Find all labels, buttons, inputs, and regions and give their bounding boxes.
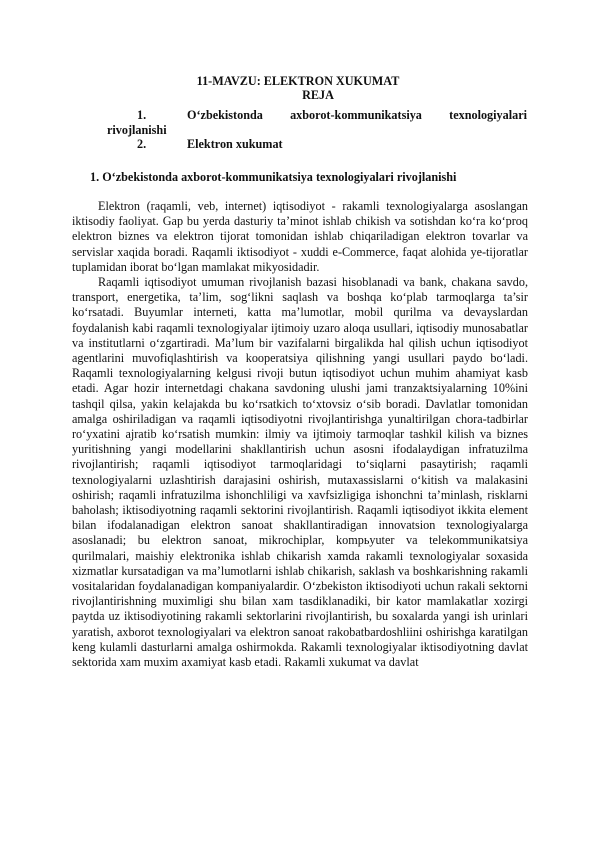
plan-item-number: 2.: [137, 137, 147, 151]
plan-item-text: Elektron xukumat: [187, 137, 283, 151]
plan-item: [107, 137, 527, 152]
section-heading: 1. O‘zbekistonda axborot-kommunikatsiya texnologiyalari rivojlanishi: [90, 170, 457, 184]
paragraph: Elektron (raqamli, veb, internet) iqtisodiyot - rakamli texnologiyalarga asoslangan iktisodiy faoliyat. Gap bu yerda dasturiy ta’minot ishlab chikish va sotishdan ko‘ra ko‘proq elektron biznes va elektron tijorat tomonidan ishlab chiqariladigan elektron tovarlar va servislar xaqida boradi. Raqamli iktisodiyot - xuddi e-Commerce, faqat alohida ye-tijoratlar tuplamidan iborat bo‘lgan mamlakat mikyosidadir.: [72, 199, 528, 274]
plan-heading: REJA: [302, 88, 334, 102]
body-text: [72, 199, 528, 670]
plan-item-continuation: rivojlanishi: [107, 123, 167, 137]
plan-item-line: [107, 108, 527, 123]
plan-item-number: 1.: [137, 108, 147, 122]
page-title: 11-MAVZU: ELEKTRON XUKUMAT: [196, 74, 400, 88]
plan-item-text: O‘zbekistonda axborot-kommunikatsiya texnologiyalari: [187, 108, 527, 122]
paragraph: Raqamli iqtisodiyot umuman rivojlanish bazasi hisoblanadi va bank, chakana savdo, transport, energetika, ta’lim, sog‘likni saqlash va boshqa ko‘plab tarmoqlarga ta’sir ko‘rsatadi. Buyumlar interneti, katta ma’lumotlar, mobil qurilma va devayslardan foydalanish kabi raqamli texnologiyalar ijtimoiy uzaro aloqa usullari, iqtisodiy munosabatlar va institutlarni o‘zgartiradi. Ma’lum bir vazifalarni birgalikda hal qilish uchun iqtisodiyot agentlarini muvofiqlashtirish va kooperatsiya qilishning yangi usullari paydo bo‘ladi. Raqamli texnologiyalarning kelgusi rivoji butun iqtisodiyot uchun muhim ahamiyat kasb etadi. Agar hozir internetdagi chakana savdoning ulushi jami tranzaktsiyalarning 10%ini tashqil qilsa, yakin kelajakda bu ko‘rsatkich to‘xtovsiz o‘sib boradi. Davlatlar tomonidan amalga oshiriladigan va raqamli iqtisodiyotni rivojlantirishga yunaltirilgan chora-tadbirlar ro‘yxatini ajratib ko‘rsatish mumkin: ilmiy va ijtimoiy tarmoqlar tashkil kilish va biznes yuritishning yangi modellarini shakllantirish uchun asosni ifodalaydigan infratuzilma rivojlantirish; raqamli iqtisodiyot tarmoqlaridagi to‘siqlarni pasaytirish; raqamli texnologiyalarni uzlashtirish darajasini oshirish, mutaxassislarni o‘kitish va malakasini oshirish; raqamli infratuzilma ishonchliligi va xavfsizligiga ishonchni ta’minlash, risklarni baholash; iktisodiyotning raqamli sektorini rivojlantirish. Raqamli iqtisodiyot ikkita element bilan ifodalanadigan elektron sanoat shakllantiradigan innovatsion texnologiyalarga asoslanadi; bu elektron sanoat, mikrochiplar, kompьyuter va telekommunikatsiya qurilmalari, maishiy elektronika ishlab chikarish xamda rakamli texnologiyalar soxasida xizmatlar kursatadigan va ma’lumotlarni ishlab chikarish, saklash va boshkarishning rakamli vositalaridan foydalanadigan kompaniyalardir. O‘zbekiston iktisodiyoti uchun rakali sektorni rivojlantirishning muximligi shu bilan xam tasdiklanadiki, bir kator mamlakatlar xozirgi paytda uz iktisodiyotining rakamli sektorlarini rivojlantirish, bu soxalarda yangi ish urinlari yaratish, axborot texnologiyalari va elektron sanoat rakobatbardoshliini oshirishga karatilgan keng kulamli dasturlarni amalga oshirmokda. Rakamli texnologiyalar iktisodiyotning davlat sektorida xam muxim axamiyat kasb etadi. Rakamli xukumat va davlat: [72, 275, 528, 670]
plan-item: [107, 108, 527, 138]
